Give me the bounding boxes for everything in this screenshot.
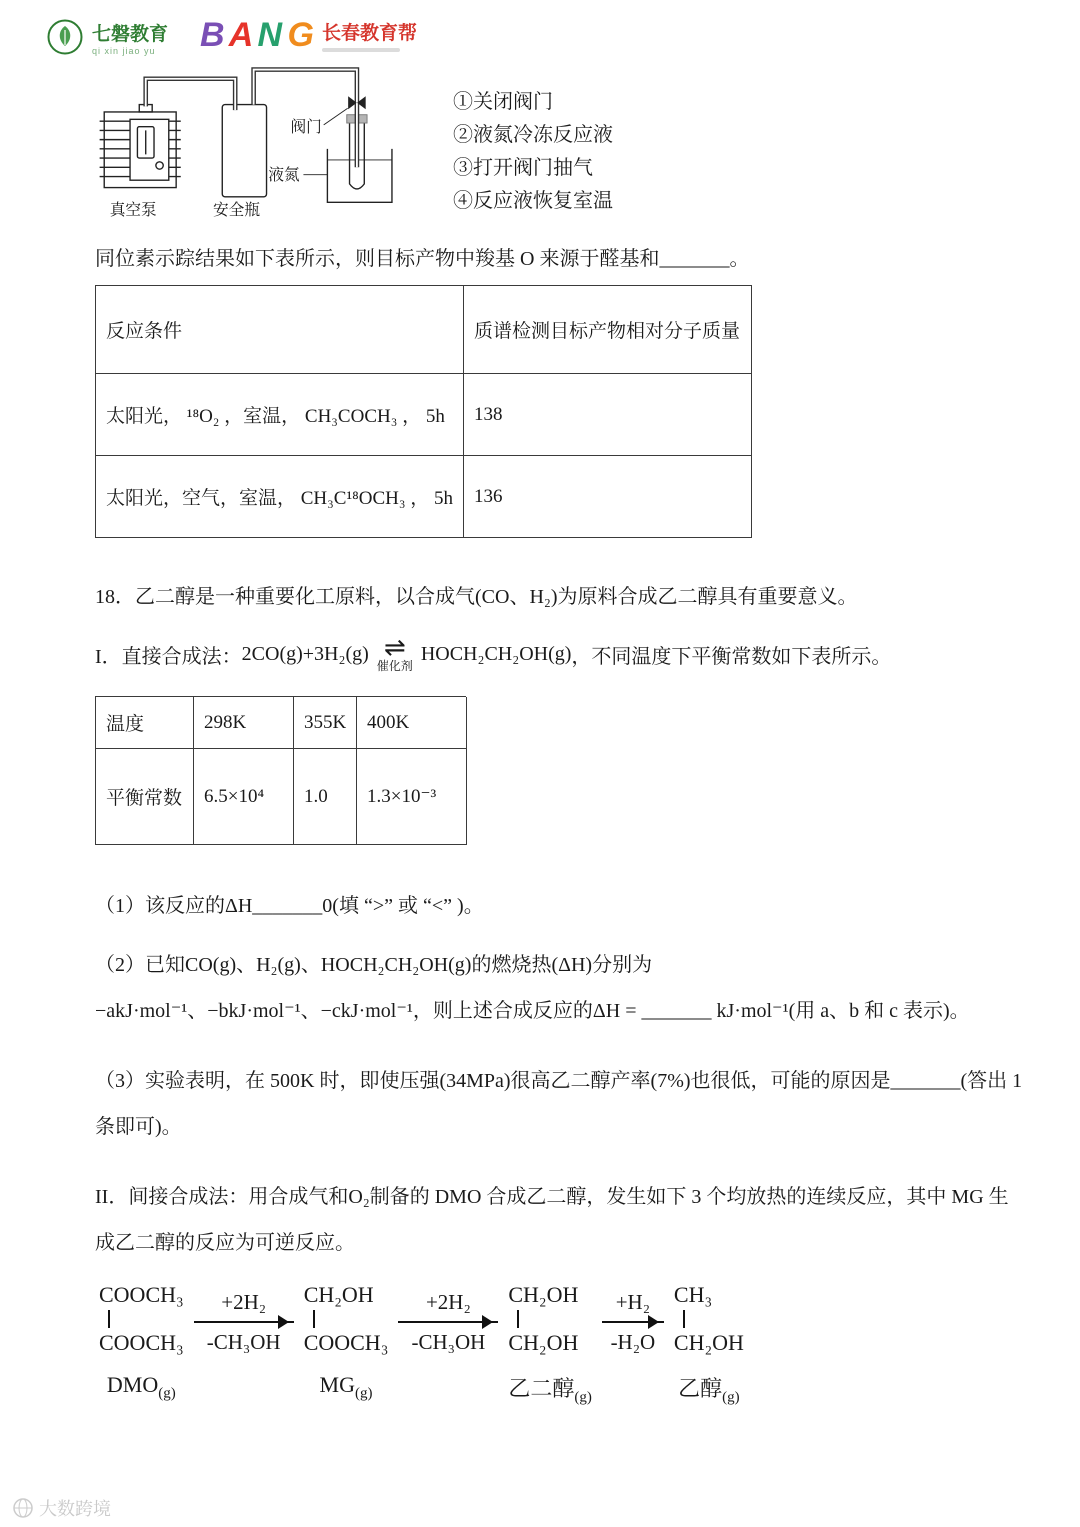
bang-logo bbox=[200, 18, 417, 52]
procedure-step-3: ③打开阀门抽气 bbox=[453, 157, 593, 179]
arrow-below-label: -H₂O bbox=[610, 1330, 656, 1354]
bond-line bbox=[313, 1310, 315, 1328]
structure-top-formula: CH₂OH bbox=[303, 1282, 374, 1307]
equilibrium-table-temp-355: 355K bbox=[294, 697, 357, 749]
structure-name-text: MG bbox=[319, 1372, 355, 1397]
pump-label: 真空泵 bbox=[109, 202, 157, 220]
arrow-line bbox=[194, 1321, 294, 1323]
bond-line bbox=[108, 1310, 110, 1328]
procedure-step-2: ②液氮冷冻反应液 bbox=[453, 124, 613, 146]
indirect-synthesis-line1: II．间接合成法：用合成气和O₂制备的 DMO 合成乙二醇，发生如下 3 个均放热的连续反应，其中 MG 生 bbox=[95, 1186, 1009, 1208]
equilibrium-table-temp-298: 298K bbox=[194, 697, 294, 749]
bottle-label: 安全瓶 bbox=[213, 202, 261, 220]
question-18-2-line2: −akJ·mol⁻¹、−bkJ·mol⁻¹、−ckJ·mol⁻¹，则上述合成反应的ΔH = _______ kJ·mol⁻¹(用 a、b 和 c 表示)。 bbox=[95, 1000, 970, 1022]
apparatus-section bbox=[95, 64, 1010, 230]
reaction-scheme bbox=[99, 1280, 1010, 1406]
question-18-intro: 18．乙二醇是一种重要化工原料，以合成气(CO、H₂)为原料合成乙二醇具有重要意义。 bbox=[95, 586, 858, 608]
bang-logo-text bbox=[322, 18, 417, 52]
isotope-table-header-condition: 反应条件 bbox=[96, 286, 464, 374]
tubing bbox=[146, 70, 357, 168]
beaker bbox=[327, 149, 392, 202]
structure-ethylene-glycol bbox=[508, 1280, 592, 1406]
structure-name bbox=[304, 1372, 389, 1402]
isotope-table-row1-mass: 138 bbox=[464, 374, 752, 456]
direct-synthesis-line bbox=[95, 633, 1010, 673]
procedure-steps bbox=[453, 64, 613, 230]
question-18-3-line2: 条即可)。 bbox=[95, 1116, 182, 1138]
equilibrium-table-temp-header: 温度 bbox=[96, 697, 194, 749]
structure-top-formula: CH₃ bbox=[673, 1282, 713, 1307]
ln2-label: 液氮 bbox=[268, 167, 300, 185]
bang-letter: B bbox=[200, 16, 223, 54]
structure-name-text: 乙二醇 bbox=[508, 1376, 575, 1401]
equilibrium-arrow bbox=[376, 633, 413, 673]
procedure-step-1: ①关闭阀门 bbox=[453, 91, 553, 113]
structure-name bbox=[99, 1372, 184, 1402]
equilibrium-arrow-symbol: ⇌ bbox=[383, 633, 406, 663]
structure-dmo bbox=[99, 1280, 184, 1402]
catalyst-label: 催化剂 bbox=[376, 659, 413, 673]
structure-ethanol bbox=[674, 1280, 744, 1406]
structure-state: (g) bbox=[158, 1385, 176, 1402]
reaction-arrow-1 bbox=[194, 1288, 294, 1356]
leaf-logo-icon bbox=[46, 18, 84, 56]
arrow-above-label: +2H₂ bbox=[425, 1290, 471, 1314]
arrow-below-label: -CH₃OH bbox=[206, 1330, 281, 1354]
page-content bbox=[0, 64, 1080, 1406]
qixin-logo bbox=[46, 18, 168, 56]
indirect-synthesis-line2: 成乙二醇的反应为可逆反应。 bbox=[95, 1232, 355, 1254]
structure-bottom-formula: CH₂OH bbox=[673, 1330, 744, 1355]
equilibrium-table-temp-400: 400K bbox=[357, 697, 467, 749]
arrow-below-label: -CH₃OH bbox=[411, 1330, 486, 1354]
structure-bottom-formula: COOCH₃ bbox=[99, 1330, 184, 1355]
safety-bottle bbox=[222, 105, 266, 197]
structure-name bbox=[508, 1372, 592, 1406]
page-header bbox=[0, 0, 1080, 56]
vacuum-pump bbox=[100, 105, 181, 188]
structure-state: (g) bbox=[355, 1385, 373, 1402]
bang-logo-tagline-bar bbox=[322, 48, 400, 52]
qixin-logo-title: 七磐教育 bbox=[92, 23, 169, 45]
equilibrium-table-k-298: 6.5×10⁴ bbox=[194, 749, 294, 845]
indirect-synthesis-text bbox=[95, 1174, 1010, 1266]
question-18-2-line1: （2）已知CO(g)、H₂(g)、HOCH₂CH₂OH(g)的燃烧热(ΔH)分别为 bbox=[95, 954, 653, 976]
arrow-line bbox=[398, 1321, 498, 1323]
structure-name-text: 乙醇 bbox=[678, 1376, 723, 1401]
structure-top-formula: CH₂OH bbox=[508, 1282, 579, 1307]
arrow-line bbox=[602, 1321, 664, 1323]
structure-name-text: DMO bbox=[106, 1372, 159, 1397]
direct-synthesis-prefix: I．直接合成法： bbox=[95, 646, 242, 668]
bond-line bbox=[517, 1310, 519, 1328]
equilibrium-table-k-355: 1.0 bbox=[294, 749, 357, 845]
watermark bbox=[12, 1495, 111, 1521]
arrow-above-label: +H₂ bbox=[615, 1290, 651, 1314]
equation-left: 2CO(g)+3H₂(g) bbox=[241, 643, 369, 665]
arrow-above-label: +2H₂ bbox=[221, 1290, 267, 1314]
isotope-table-row2-condition: 太阳光，空气，室温， CH₃C¹⁸OCH₃ ， 5h bbox=[96, 456, 464, 538]
equilibrium-table bbox=[95, 696, 466, 845]
reaction-arrow-2 bbox=[398, 1288, 498, 1356]
valve-pointer-line bbox=[324, 108, 348, 125]
bang-letter: G bbox=[287, 16, 312, 54]
structure-top-formula: COOCH₃ bbox=[99, 1282, 184, 1307]
reaction-arrow-3 bbox=[602, 1288, 664, 1356]
question-18-3-line1: （3）实验表明，在 500K 时，即使压强(34MPa)很高乙二醇产率(7%)也很低，可能的原因是_______(答出 1 bbox=[95, 1070, 1023, 1092]
bang-wordmark bbox=[200, 18, 312, 52]
apparatus-diagram bbox=[95, 64, 427, 230]
isotope-table-header-mass: 质谱检测目标产物相对分子质量 bbox=[464, 286, 752, 374]
structure-state: (g) bbox=[574, 1389, 592, 1406]
question-18-2 bbox=[95, 942, 1010, 1034]
bond-line bbox=[683, 1310, 685, 1328]
qixin-logo-subtitle: qi xin jiao yu bbox=[92, 45, 156, 56]
equilibrium-table-k-400: 1.3×10⁻³ bbox=[357, 749, 467, 845]
valve-label: 阀门 bbox=[290, 119, 322, 137]
globe-icon bbox=[12, 1497, 34, 1519]
isotope-intro-text: 同位素示踪结果如下表所示，则目标产物中羧基 O 来源于醛基和_______。 bbox=[95, 248, 750, 270]
structure-bottom-formula: COOCH₃ bbox=[303, 1330, 389, 1355]
structure-state: (g) bbox=[722, 1389, 740, 1406]
structure-name bbox=[674, 1372, 744, 1406]
bang-logo-title: 长春教育帮 bbox=[321, 23, 417, 44]
structure-mg bbox=[304, 1280, 389, 1402]
isotope-table bbox=[95, 285, 752, 538]
bang-letter: A bbox=[228, 16, 251, 54]
question-18-3 bbox=[95, 1058, 1023, 1150]
isotope-table-row1-condition: 太阳光， ¹⁸O₂ ，室温， CH₃COCH₃ ， 5h bbox=[96, 374, 464, 456]
structure-bottom-formula: CH₂OH bbox=[508, 1330, 579, 1355]
procedure-step-4: ④反应液恢复室温 bbox=[453, 190, 613, 212]
equation-right: HOCH₂CH₂OH(g) bbox=[420, 643, 572, 665]
qixin-logo-text bbox=[92, 19, 168, 56]
watermark-text: 大数跨境 bbox=[39, 1499, 111, 1519]
bang-letter: N bbox=[257, 16, 281, 54]
question-18-1: （1）该反应的ΔH_______0(填 “>” 或 “<” )。 bbox=[95, 895, 484, 917]
isotope-table-row2-mass: 136 bbox=[464, 456, 752, 538]
equilibrium-table-k-header: 平衡常数 bbox=[96, 749, 194, 845]
direct-synthesis-suffix: ，不同温度下平衡常数如下表所示。 bbox=[571, 646, 892, 668]
